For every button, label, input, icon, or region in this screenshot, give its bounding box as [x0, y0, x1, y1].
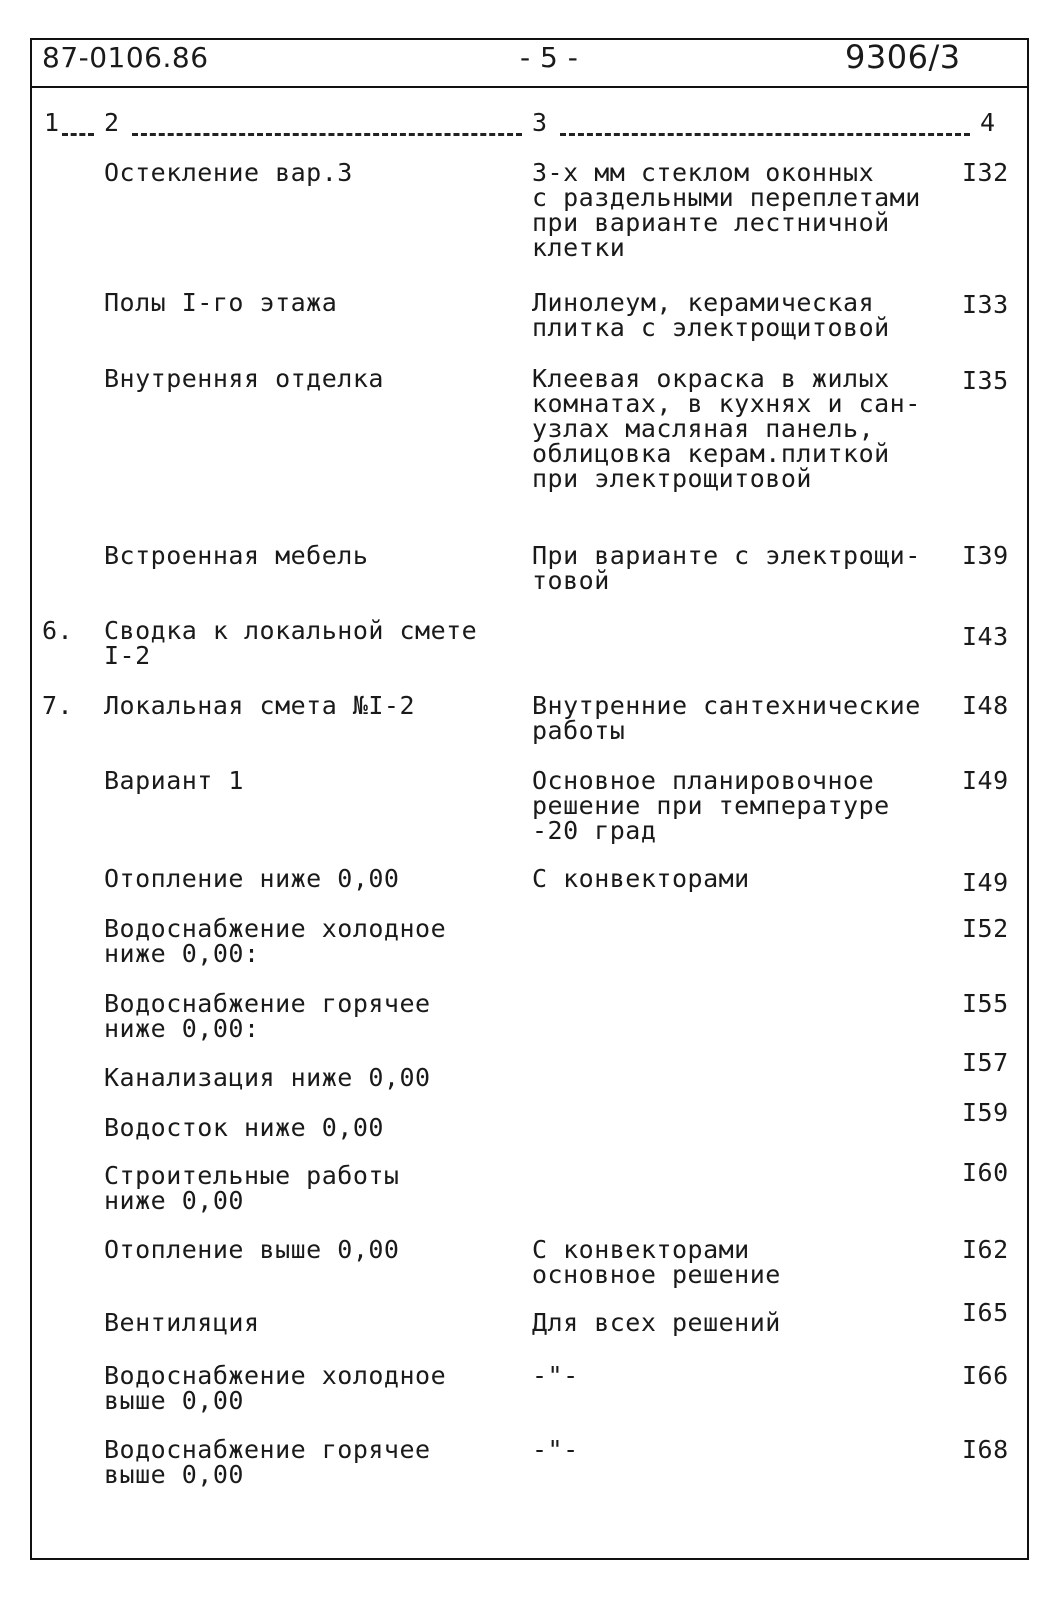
row-description: При варианте с электрощи- товой — [532, 541, 921, 595]
row-title: Водосток ниже 0,00 — [104, 1113, 384, 1142]
row-page-number: I62 — [962, 1235, 1009, 1264]
header-dash-rule — [132, 133, 522, 136]
header-dash-rule — [62, 133, 94, 136]
row-description: -"- — [532, 1435, 579, 1464]
row-title: Водоснабжение горячее ниже 0,00: — [104, 989, 431, 1043]
column-header-1: 1 — [44, 108, 60, 137]
header-dash-rule — [560, 133, 970, 136]
row-description: Внутренние сантехнические работы — [532, 691, 921, 745]
row-page-number: I48 — [962, 691, 1009, 720]
row-page-number: I49 — [962, 868, 1009, 897]
row-title: Строительные работы ниже 0,00 — [104, 1161, 400, 1215]
row-description: С конвекторами — [532, 864, 750, 893]
row-page-number: I49 — [962, 766, 1009, 795]
row-title: Встроенная мебель — [104, 541, 369, 570]
row-description: -"- — [532, 1361, 579, 1390]
row-title: Отопление выше 0,00 — [104, 1235, 400, 1264]
row-page-number: I35 — [962, 366, 1009, 395]
row-title: Водоснабжение горячее выше 0,00 — [104, 1435, 431, 1489]
document-code: 87-0106.86 — [42, 41, 209, 74]
header-divider — [30, 86, 1029, 88]
sheet-number: 9306/3 — [845, 38, 961, 76]
row-page-number: I52 — [962, 914, 1009, 943]
row-title: Полы I-го этажа — [104, 288, 338, 317]
page-number: - 5 - — [520, 41, 579, 74]
row-title: Локальная смета №I-2 — [104, 691, 416, 720]
row-page-number: I32 — [962, 158, 1009, 187]
row-description: 3-х мм стеклом оконных с раздельными переплетами при варианте лестничной клетки — [532, 158, 921, 262]
row-title: Внутренняя отделка — [104, 364, 384, 393]
row-description: Линолеум, керамическая плитка с электрощитовой — [532, 288, 890, 342]
column-header-3: 3 — [532, 108, 548, 137]
row-description: С конвекторами основное решение — [532, 1235, 781, 1289]
row-description: Основное планировочное решение при температуре -20 град — [532, 766, 890, 845]
row-description: Для всех решений — [532, 1308, 781, 1337]
row-page-number: I57 — [962, 1048, 1009, 1077]
row-page-number: I68 — [962, 1435, 1009, 1464]
row-title: Вентиляция — [104, 1308, 260, 1337]
row-page-number: I55 — [962, 989, 1009, 1018]
column-header-2: 2 — [104, 108, 120, 137]
row-title: Остекление вар.3 — [104, 158, 353, 187]
row-page-number: I39 — [962, 541, 1009, 570]
row-number: 7. — [42, 691, 74, 720]
row-page-number: I60 — [962, 1158, 1009, 1187]
row-title: Отопление ниже 0,00 — [104, 864, 400, 893]
row-number: 6. — [42, 616, 74, 645]
row-page-number: I59 — [962, 1098, 1009, 1127]
row-title: Водоснабжение холодное выше 0,00 — [104, 1361, 447, 1415]
row-page-number: I65 — [962, 1298, 1009, 1327]
row-description: Клеевая окраска в жилых комнатах, в кухнях и сан- узлах масляная панель, облицовка керам.плиткой при электрощитовой — [532, 364, 921, 493]
row-title: Водоснабжение холодное ниже 0,00: — [104, 914, 447, 968]
row-title: Вариант 1 — [104, 766, 244, 795]
row-page-number: I43 — [962, 622, 1009, 651]
column-header-4: 4 — [980, 108, 996, 137]
row-page-number: I33 — [962, 290, 1009, 319]
row-title: Канализация ниже 0,00 — [104, 1063, 431, 1092]
row-page-number: I66 — [962, 1361, 1009, 1390]
row-title: Сводка к локальной смете I-2 — [104, 616, 478, 670]
